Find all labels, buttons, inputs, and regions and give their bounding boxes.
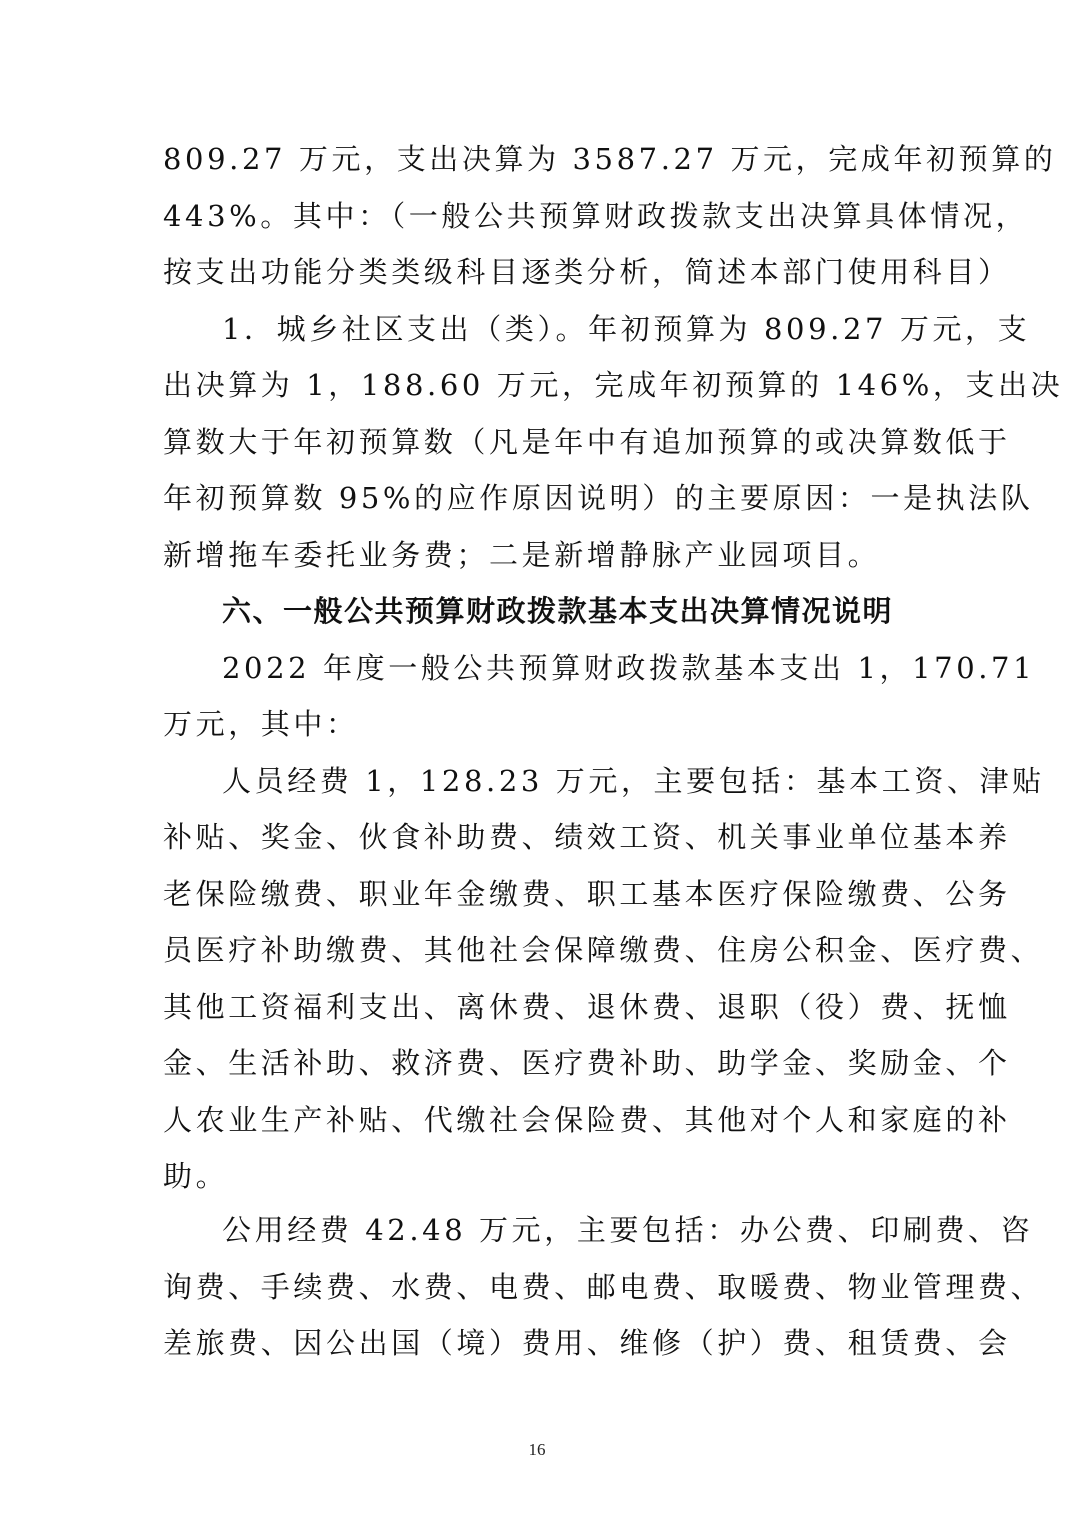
text-line: 其他工资福利支出、离休费、退休费、退职（役）费、抚恤 (163, 990, 1011, 1024)
text-line: 万元，其中： (163, 707, 359, 741)
text-line: 算数大于年初预算数（凡是年中有追加预算的或决算数低于 (163, 425, 1011, 459)
text-line: 人农业生产补贴、代缴社会保险费、其他对个人和家庭的补 (163, 1103, 1011, 1137)
text-line: 员医疗补助缴费、其他社会保障缴费、住房公积金、医疗费、 (163, 933, 1044, 967)
paragraph-first-line: 公用经费 42.48 万元，主要包括：办公费、印刷费、咨 (222, 1213, 1034, 1247)
text-line: 老保险缴费、职业年金缴费、职工基本医疗保险缴费、公务 (163, 877, 1011, 911)
text-line: 443%。其中：（一般公共预算财政拨款支出决算具体情况， (163, 199, 1029, 233)
text-line: 金、生活补助、救济费、医疗费补助、助学金、奖励金、个 (163, 1046, 1011, 1080)
text-line: 年初预算数 95%的应作原因说明）的主要原因：一是执法队 (163, 481, 1034, 515)
text-line: 按支出功能分类类级科目逐类分析，简述本部门使用科目） (163, 255, 1011, 289)
section-heading: 六、一般公共预算财政拨款基本支出决算情况说明 (222, 594, 894, 628)
text-line: 809.27 万元，支出决算为 3587.27 万元，完成年初预算的 (163, 142, 1057, 176)
paragraph-first-line: 1．城乡社区支出（类）。年初预算为 809.27 万元，支 (222, 312, 1031, 346)
text-line: 询费、手续费、水费、电费、邮电费、取暖费、物业管理费、 (163, 1270, 1044, 1304)
text-line: 差旅费、因公出国（境）费用、维修（护）费、租赁费、会 (163, 1326, 1011, 1360)
text-line: 补贴、奖金、伙食补助费、绩效工资、机关事业单位基本养 (163, 820, 1011, 854)
text-line: 出决算为 1，188.60 万元，完成年初预算的 146%，支出决 (163, 368, 1064, 402)
paragraph-first-line: 2022 年度一般公共预算财政拨款基本支出 1，170.71 (222, 651, 1036, 685)
text-line: 助。 (163, 1159, 229, 1193)
page-number: 16 (528, 1440, 546, 1459)
paragraph-first-line: 人员经费 1，128.23 万元，主要包括：基本工资、津贴 (222, 764, 1045, 798)
text-line: 新增拖车委托业务费；二是新增静脉产业园项目。 (163, 538, 881, 572)
